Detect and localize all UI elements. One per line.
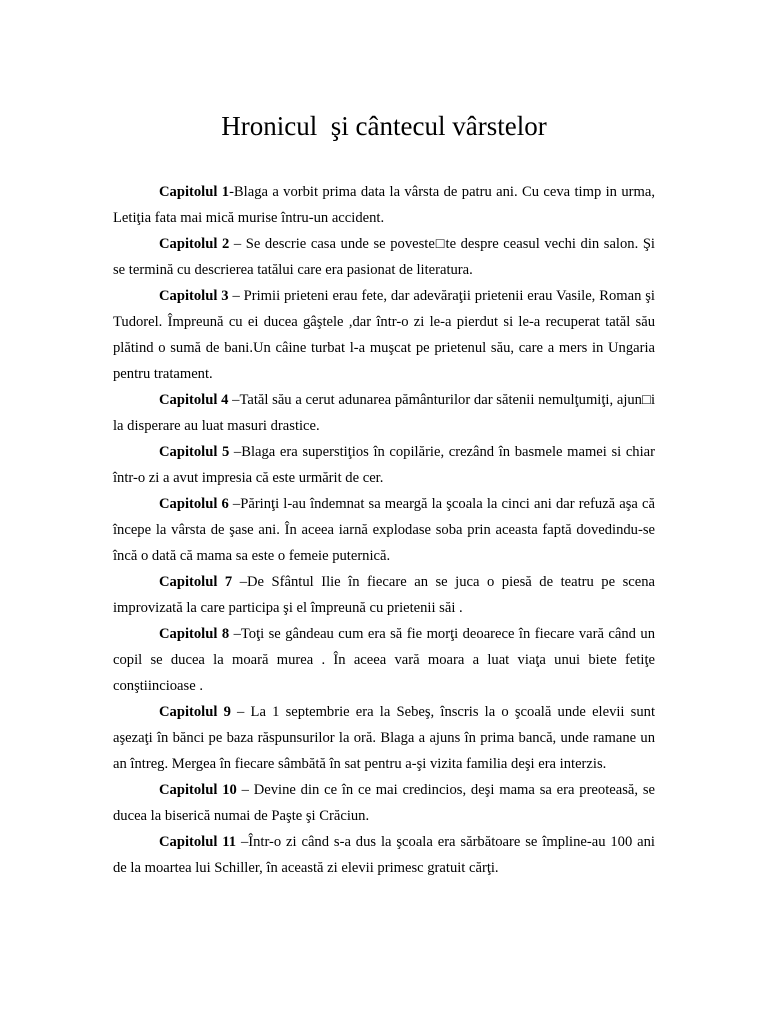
chapter-paragraph (113, 699, 655, 777)
chapter-paragraph (113, 179, 655, 231)
chapter-text: – Primii prieteni erau fete, dar adevăraţii prietenii erau Vasile, Roman şi Tudorel. Împreună cu ei ducea gâştele ,dar într-o zi le-a pierdut si le-a recuperat tatăl său plătind o sumă de bani.Un câine turbat l-a muşcat pe prietenul său, care a mers in Ungaria pentru tratament. (113, 288, 655, 382)
chapter-label: Capitolul 7 (159, 574, 233, 590)
chapter-paragraph (113, 777, 655, 829)
chapter-label: Capitolul 4 (159, 392, 229, 408)
chapter-label: Capitolul 6 (159, 496, 229, 512)
chapter-paragraph (113, 387, 655, 439)
chapter-label: Capitolul 9 (159, 704, 231, 720)
chapter-paragraph (113, 283, 655, 387)
chapter-paragraph (113, 569, 655, 621)
chapter-text: – Se descrie casa unde se poveste□te despre ceasul vechi din salon. Şi se termină cu descrierea tatălui care era pasionat de literatura. (113, 236, 655, 278)
chapter-text: – La 1 septembrie era la Sebeş, înscris la o şcoală unde elevii sunt aşezaţi în bănci pe baza răspunsurilor la oră. Blaga a ajuns în prima bancă, unde ramane un an întreg. Mergea în fiecare sâmbătă în sat pentru a-şi vizita familia deşi era interzis. (113, 704, 655, 772)
chapter-label: Capitolul 10 (159, 782, 237, 798)
chapter-text: –Într-o zi când s-a dus la şcoala era sărbătoare se împline-au 100 ani de la moartea lui Schiller, în această zi elevii primesc gratuit cărţi. (113, 834, 655, 876)
chapter-text: –De Sfântul Ilie în fiecare an se juca o piesă de teatru pe scena improvizată la care participa şi el împreună cu prietenii săi . (113, 574, 655, 616)
chapter-paragraph (113, 829, 655, 881)
chapter-text: –Toţi se gândeau cum era să fie morţi deoarece în fiecare vară când un copil se ducea la moară murea . În aceea vară moara a luat viaţa unui biete fetiţe conştiincioase . (113, 626, 655, 694)
chapter-label: Capitolul 11 (159, 834, 237, 850)
chapter-paragraph (113, 621, 655, 699)
chapter-label: Capitolul 2 (159, 236, 230, 252)
chapter-paragraph (113, 491, 655, 569)
chapter-text: –Tatăl său a cerut adunarea pământurilor dar sătenii nemulţumiţi, ajun□i la disperare au luat masuri drastice. (113, 392, 655, 434)
chapter-label: Capitolul 8 (159, 626, 230, 642)
chapter-list (113, 179, 655, 881)
chapter-text: –Blaga era superstiţios în copilărie, crezând în basmele mamei si chiar într-o zi a avut impresia că este urmărit de cer. (113, 444, 655, 486)
chapter-text: -Blaga a vorbit prima data la vârsta de patru ani. Cu ceva timp in urma, Letiţia fata mai mică murise întru-un accident. (113, 184, 655, 226)
chapter-label: Capitolul 1 (159, 184, 230, 200)
chapter-text: – Devine din ce în ce mai credincios, deşi mama sa era preoteasă, se ducea la biserică numai de Paşte şi Crăciun. (113, 782, 655, 824)
chapter-paragraph (113, 231, 655, 283)
chapter-paragraph (113, 439, 655, 491)
chapter-label: Capitolul 3 (159, 288, 229, 304)
document-title: Hronicul şi cântecul vârstelor (221, 111, 547, 141)
chapter-text: –Părinţi l-au îndemnat sa meargă la şcoala la cinci ani dar refuză aşa că începe la vârsta de şase ani. În aceea iarnă explodase soba prin aceasta faptă dovedindu-se încă o dată că mama sa este o femeie puternică. (113, 496, 655, 564)
chapter-label: Capitolul 5 (159, 444, 230, 460)
